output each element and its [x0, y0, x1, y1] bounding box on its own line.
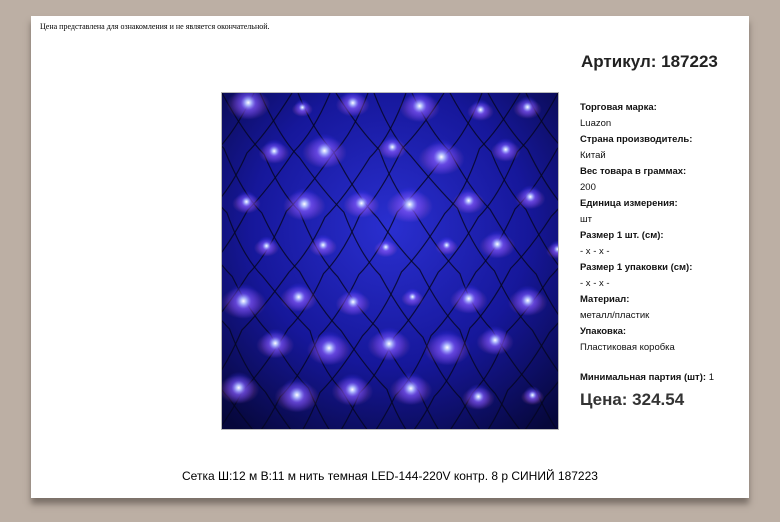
min-lot-label: Минимальная партия (шт): — [580, 372, 707, 383]
led-bulb — [226, 284, 261, 319]
led-bulb — [312, 331, 346, 365]
spec-package-size — [580, 260, 745, 292]
led-bulb — [404, 288, 421, 305]
product-photo — [221, 92, 559, 430]
led-bulb — [307, 134, 341, 168]
spec-value: Luazon — [580, 118, 612, 129]
led-bulb — [336, 374, 368, 406]
spec-label: Размер 1 шт. (см): — [580, 230, 664, 241]
led-bulb — [348, 189, 376, 217]
led-net-image — [222, 93, 558, 429]
led-bulb — [456, 188, 481, 213]
led-bulb — [372, 327, 405, 360]
led-bulb — [261, 329, 290, 358]
spec-unit — [580, 196, 745, 228]
article-number: Артикул: 187223 — [581, 52, 718, 71]
led-bulb — [377, 238, 395, 256]
spec-label: Единица измерения: — [580, 198, 678, 209]
led-bulb — [483, 230, 511, 258]
led-bulb — [392, 187, 428, 223]
spec-value: Китай — [580, 150, 606, 161]
led-bulb — [429, 330, 465, 366]
led-bulb — [257, 236, 276, 255]
spec-material — [580, 292, 745, 324]
led-bulb — [280, 378, 314, 412]
led-bulb — [470, 99, 491, 120]
led-bulb — [262, 139, 286, 163]
min-lot — [580, 372, 714, 383]
led-bulb — [454, 284, 483, 313]
min-lot-value: 1 — [708, 372, 714, 383]
spec-label: Торговая марка: — [580, 102, 657, 113]
price: Цена: 324.54 — [580, 390, 685, 409]
led-bulb — [524, 386, 542, 404]
spec-label: Страна производитель: — [580, 134, 693, 145]
product-name: Сетка Ш:12 м В:11 м нить темная LED-144-220V контр. 8 р СИНИЙ 187223 — [182, 469, 598, 483]
led-bulb — [438, 236, 455, 253]
led-bulb — [381, 136, 403, 158]
led-bulb — [394, 372, 427, 405]
led-bulb — [235, 191, 257, 213]
led-bulb — [294, 99, 310, 115]
spec-packaging — [580, 324, 745, 356]
spec-label: Упаковка: — [580, 326, 627, 337]
spec-trademark — [580, 100, 745, 132]
led-bulb — [494, 138, 517, 161]
spec-value: - x - x - — [580, 246, 610, 257]
led-bulb — [466, 384, 491, 409]
led-bulb — [481, 326, 510, 355]
product-sheet — [31, 16, 749, 498]
spec-weight — [580, 164, 745, 196]
spec-country — [580, 132, 745, 164]
led-bulb — [519, 185, 542, 208]
spec-label: Вес товара в граммах: — [580, 166, 687, 177]
led-bulb — [312, 234, 334, 256]
spec-value: Пластиковая коробка — [580, 342, 675, 353]
spec-label: Материал: — [580, 294, 630, 305]
led-bulb — [513, 285, 543, 315]
led-bulb — [223, 372, 255, 404]
spec-list — [580, 100, 745, 356]
price-disclaimer: Цена представлена для ознакомления и не является окончательной. — [40, 22, 270, 31]
spec-value: 200 — [580, 182, 596, 193]
led-bulb — [516, 96, 538, 118]
led-bulb — [284, 283, 313, 312]
spec-value: шт — [580, 214, 592, 225]
led-bulb — [424, 139, 460, 175]
led-bulb — [288, 188, 321, 221]
spec-item-size — [580, 228, 745, 260]
spec-value: - x - x - — [580, 278, 610, 289]
spec-value: металл/пластик — [580, 310, 650, 321]
led-bulb — [340, 289, 367, 316]
spec-label: Размер 1 упаковки (см): — [580, 262, 693, 273]
